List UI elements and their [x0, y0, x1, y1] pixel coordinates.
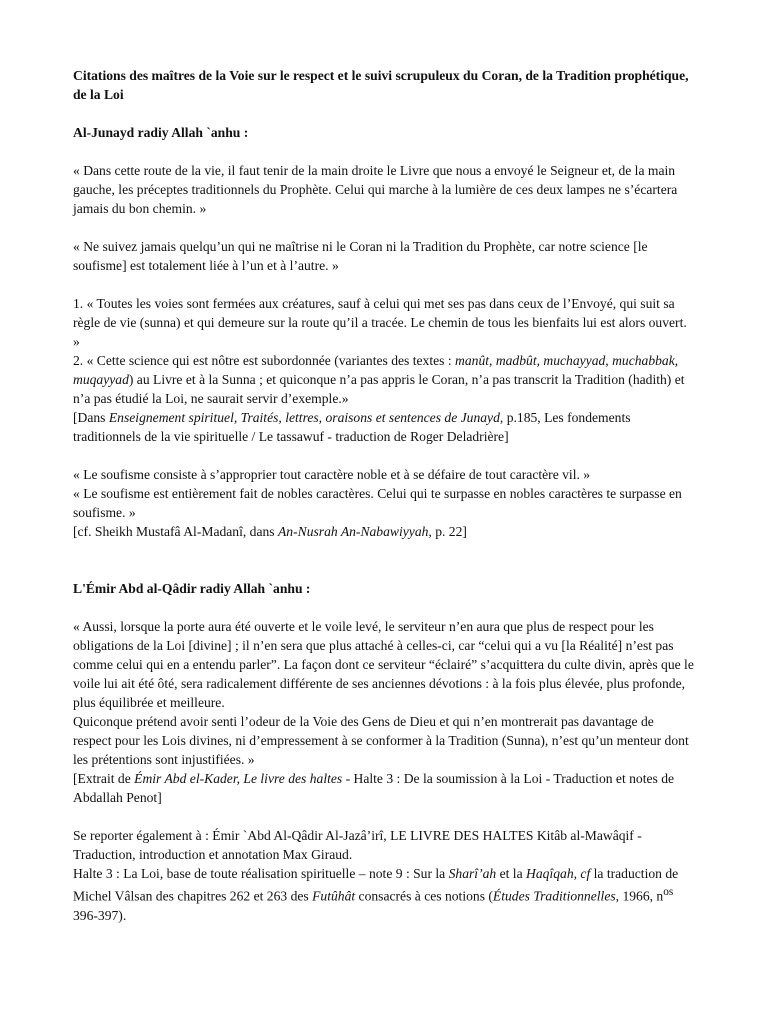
section-heading-emir: L'Émir Abd al-Qâdir radiy Allah `anhu : — [73, 581, 311, 596]
document-body — [73, 66, 695, 925]
quote-junayd-4-variants: manût, madbût, muchayyad, muchabbak, muqayyad — [73, 353, 679, 387]
quote-junayd-4 — [73, 351, 695, 408]
reference-junayd-1-title: Enseignement spirituel, Traités, lettres, oraisons et sentences de Junayd, — [108, 410, 504, 425]
quote-emir-2: Quiconque prétend avoir senti l’odeur de la Voie des Gens de Dieu et qui n’en montrerait pas davantage de respect pour les Lois divines, ni d’empressement à se conformer à la Tradition (Sunna), n’est qu’un menteur dont les prétentions sont injustifiées. » — [73, 714, 689, 767]
halte-note-c: la traduction de Michel Vâlsan des chapitres 262 et 263 des — [73, 866, 679, 904]
reference-junayd-2 — [73, 522, 695, 541]
quote-junayd-4-start: 2. « Cette science qui est nôtre est subordonnée (variantes des textes : — [73, 353, 456, 368]
halte-note-etudes: Études Traditionnelles, — [492, 888, 620, 904]
document-title: Citations des maîtres de la Voie sur le respect et le suivi scrupuleux du Coran, de la Tradition prophétique, de la Loi — [73, 68, 689, 102]
quote-junayd-4-end: ) au Livre et à la Sunna ; et quiconque n’a pas appris le Coran, n’a pas transcrit la Tradition (hadith) et n’a pas étudié la Loi, ne saurait servir d’exemple.» — [73, 372, 685, 406]
halte-note-futuhat: Futûhât — [312, 888, 356, 904]
reference-junayd-2-title: An-Nusrah An-Nabawiyyah, — [278, 524, 432, 539]
reference-junayd-1 — [73, 408, 695, 446]
reference-junayd-2-start: [cf. Sheikh Mustafâ Al-Madanî, dans — [73, 524, 278, 539]
quote-junayd-5: « Le soufisme consiste à s’approprier tout caractère noble et à se défaire de tout caractère vil. » — [73, 467, 591, 482]
reference-junayd-1-start: [Dans — [73, 410, 109, 425]
quote-junayd-1: « Dans cette route de la vie, il faut tenir de la main droite le Livre que nous a envoyé le Seigneur et, de la main gauche, les préceptes traditionnels du Prophète. Celui qui marche à la lumière de ces deux lampes ne s’écartera jamais du bon chemin. » — [73, 163, 678, 216]
see-also-note: Se reporter également à : Émir `Abd Al-Qâdir Al-Jazâ’irî, LE LIVRE DES HALTES Kitâb al-Mawâqif - Traduction, introduction et annotation Max Giraud. — [73, 828, 642, 862]
halte-note-shariah: Sharî’ah — [448, 866, 497, 881]
reference-emir-end: - Halte 3 : De la soumission à la Loi - Traduction et notes de Abdallah Penot] — [73, 771, 675, 805]
reference-emir — [73, 769, 695, 807]
halte-note-f: 396-397). — [73, 907, 127, 923]
reference-emir-title: Émir Abd el-Kader, Le livre des haltes — [134, 771, 343, 786]
halte-note-d: consacrés à ces notions ( — [355, 888, 493, 904]
halte-note-b: et la — [496, 866, 527, 881]
halte-note-haqiqah: Haqîqah, cf — [526, 866, 591, 881]
quote-junayd-3: 1. « Toutes les voies sont fermées aux créatures, sauf à celui qui met ses pas dans ceux de l’Envoyé, qui suit sa règle de vie (sunna) et qui demeure sur la route qu’il a tracée. Le chemin de tous les bienfaits lui est alors ouvert. » — [73, 296, 687, 349]
halte-note-a: Halte 3 : La Loi, base de toute réalisation spirituelle – note 9 : Sur la — [73, 866, 449, 881]
reference-junayd-1-end: p.185, Les fondements traditionnels de la vie spirituelle / Le tassawuf - traduction de Roger Deladrière] — [73, 410, 631, 444]
halte-note-e: 1966, n — [619, 888, 664, 904]
quote-emir-1: « Aussi, lorsque la porte aura été ouverte et le voile levé, le serviteur n’en aura que plus de respect pour les obligations de la Loi [divine] ; il n’en sera que plus attaché à celles-ci, car “celui qui a vu [la Réalité] n’est pas comme celui qui en a entendu parler”. La façon dont ce serviteur “éclairé” s’acquittera du culte divin, après que le voile lui ait été ôté, sera radicalement différente de ses anciennes dévotions : à la fois plus élevée, plus profonde, plus équilibrée et meilleure. — [73, 619, 694, 710]
section-heading-junayd: Al-Junayd radiy Allah `anhu : — [73, 125, 249, 140]
halte-note — [73, 864, 695, 925]
halte-note-os: os — [663, 886, 674, 898]
quote-junayd-6: « Le soufisme est entièrement fait de nobles caractères. Celui qui te surpasse en nobles caractères te surpasse en soufisme. » — [73, 486, 682, 520]
reference-emir-start: [Extrait de — [73, 771, 135, 786]
reference-junayd-2-end: p. 22] — [431, 524, 467, 539]
quote-junayd-2: « Ne suivez jamais quelqu’un qui ne maîtrise ni le Coran ni la Tradition du Prophète, car notre science [le soufisme] est totalement liée à l’un et à l’autre. » — [73, 239, 648, 273]
